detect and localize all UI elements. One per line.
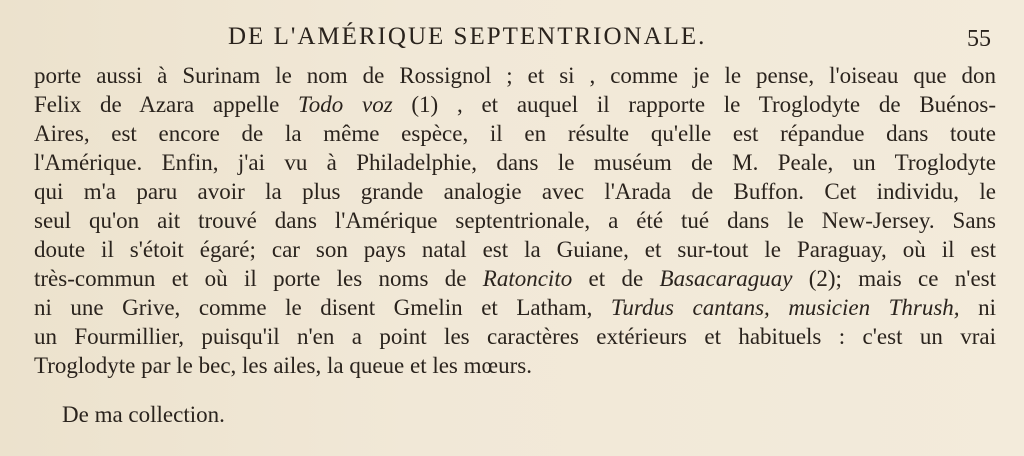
line-2-text-b: (1) , et auquel il rapporte le Troglodyte de Buénos- [392,92,996,117]
line-7-text: doute il s'étoit égaré; car son pays natal est la Guiane, et sur-tout le Paraguay, où il est [34,237,996,262]
line-4-text: l'Amérique. Enfin, j'ai vu à Philadelphie, dans le muséum de M. Peale, un Troglodyte [34,150,996,175]
text-line-11 [34,351,996,380]
text-line-2 [34,90,996,119]
line-2-italic-term: Todo voz [298,92,393,117]
line-3-text: Aires, est encore de la même espèce, il en résulte qu'elle est répandue dans toute [34,121,996,146]
text-line-4 [34,148,996,177]
page-header [0,17,1024,53]
line-9-italic-term: Turdus cantans, musicien Thrush, [610,295,960,320]
page-number: 55 [967,26,991,52]
line-6-text: seul qu'on ait trouvé dans l'Amérique septentrionale, a été tué dans le New-Jersey. Sans [34,208,996,233]
line-9-text-b: ni [959,295,996,320]
line-1-text: porte aussi à Surinam le nom de Rossignol ; et si , comme je le pense, l'oiseau que don [34,63,996,88]
line-5-text: qui m'a paru avoir la plus grande analogie avec l'Arada de Buffon. Cet individu, le [34,179,996,204]
line-8-italic-term-2: Basacaraguay [659,266,793,291]
text-line-10 [34,322,996,351]
line-8-text-b: et de [572,266,660,291]
text-line-3 [34,119,996,148]
line-2-text-a: Felix de Azara appelle [34,92,299,117]
closing-note: De ma collection. [62,402,225,427]
body-text [34,61,996,380]
running-title: DE L'AMÉRIQUE SEPTENTRIONALE. [228,23,707,50]
line-8-text-a: très-commun et où il porte les noms de [34,266,483,291]
text-line-9 [34,293,996,322]
line-10-text: un Fourmillier, puisqu'il n'en a point les caractères extérieurs et habituels : c'est un vrai [34,324,996,349]
text-line-1 [34,61,996,90]
text-line-7 [34,235,996,264]
line-9-text-a: ni une Grive, comme le disent Gmelin et Latham, [34,295,611,320]
line-11-text: Troglodyte par le bec, les ailes, la queue et les mœurs. [34,353,532,378]
line-8-text-c: (2); mais ce n'est [792,266,997,291]
text-line-5 [34,177,996,206]
text-line-6 [34,206,996,235]
text-line-8 [34,264,996,293]
line-8-italic-term-1: Ratoncito [482,266,573,291]
